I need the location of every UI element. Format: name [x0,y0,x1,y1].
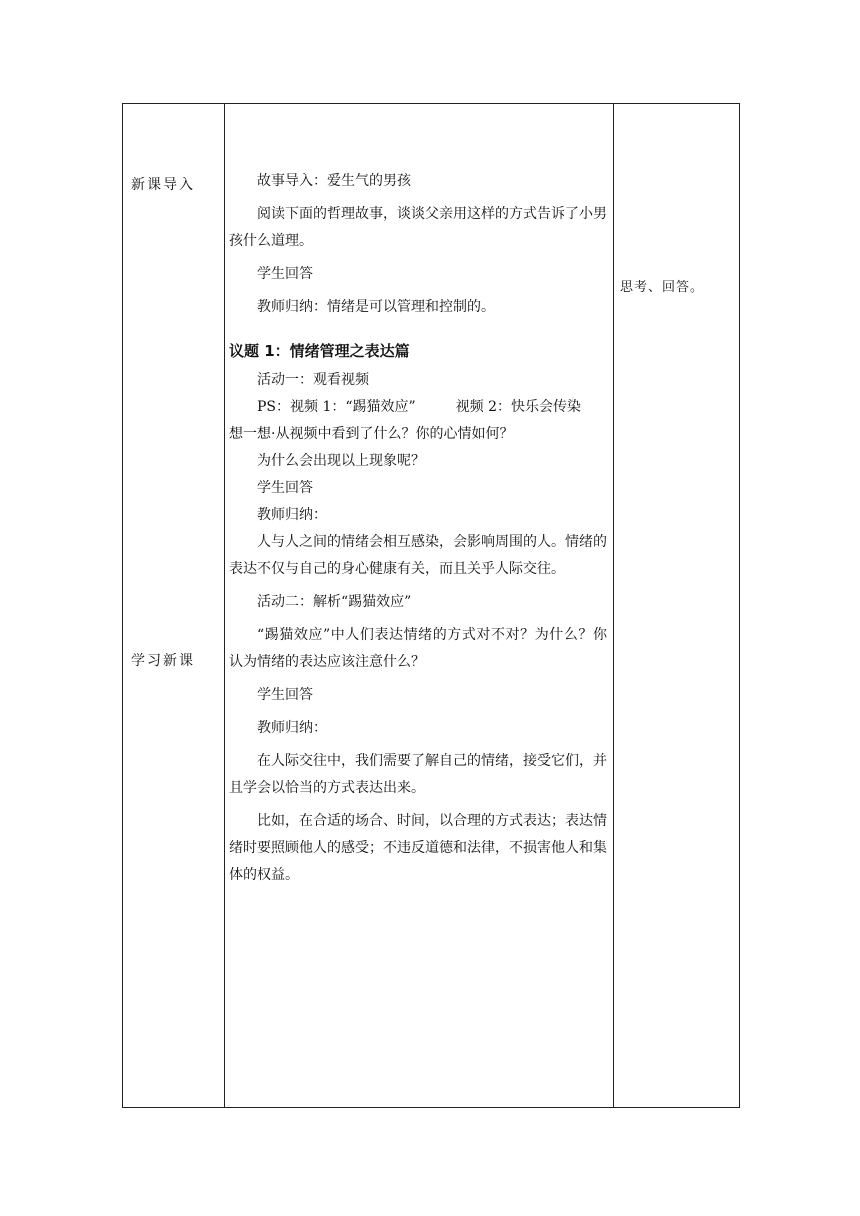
video2-label: 视频 2：快乐会传染 [455,399,582,415]
activity2-summary-a: 在人际交往中，我们需要了解自己的情绪，接受它们，并且学会以恰当的方式表达出来。 [229,753,607,796]
activity2-question: “踢猫效应”中人们表达情绪的方式对不对？为什么？你认为情绪的表达应该注意什么？ [229,627,607,670]
activity1-summary: 人与人之间的情绪会相互感染，会影响周围的人。情绪的表达不仅与自己的身心健康有关，而且关乎人际交往。 [229,534,607,577]
column-divider-right [613,104,614,1107]
activity1-why: 为什么会出现以上现象呢？ [257,453,425,469]
activity2-student-answer: 学生回答 [257,687,313,703]
intro-story-title: 故事导入：爱生气的男孩 [257,173,411,189]
activity2-title: 活动二：解析“踢猫效应” [257,594,412,610]
column-divider-left [224,104,225,1107]
teaching-content [229,168,607,895]
stage-label-intro: 新课导入 [131,177,195,193]
activity2-summary-label: 教师归纳： [257,720,327,736]
activity1-summary-label: 教师归纳： [257,507,327,523]
activity1-videos [229,394,607,421]
intro-student-answer: 学生回答 [257,266,313,282]
activity1-think: 想一想·从视频中看到了什么？你的心情如何？ [229,426,514,442]
activity2-summary-b: 比如，在合适的场合、时间，以合理的方式表达；表达情绪时要照顾他人的感受；不违反道德和法律，不损害他人和集体的权益。 [229,813,607,883]
student-activity-note: 思考、回答。 [620,280,705,295]
activity1-student-answer: 学生回答 [257,480,313,496]
intro-teacher-summary: 教师归纳：情绪是可以管理和控制的。 [257,299,495,315]
stage-label-learning: 学习新课 [131,653,195,669]
video1-label: PS：视频 1：“踢猫效应” [257,399,416,415]
intro-reading-task: 阅读下面的哲理故事，谈谈父亲用这样的方式告诉了小男孩什么道理。 [229,206,607,249]
topic1-heading: 议题 1：情绪管理之表达篇 [229,342,410,360]
activity1-title: 活动一：观看视频 [257,372,369,388]
